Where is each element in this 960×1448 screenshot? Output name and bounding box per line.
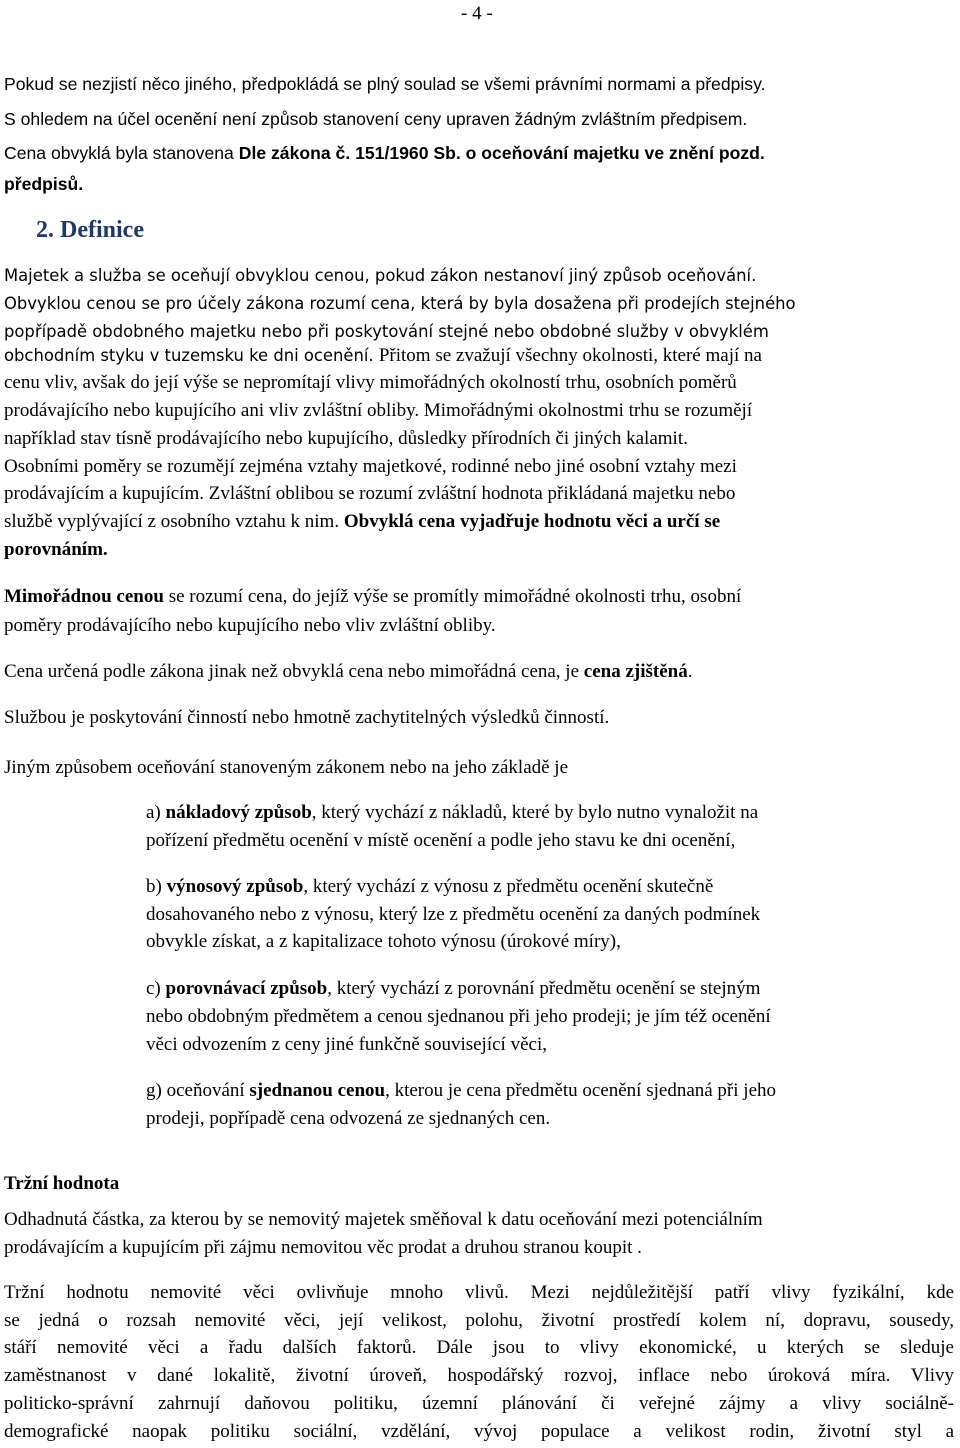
page-number: - 4 -: [461, 3, 493, 24]
vlivy-line-2: se jedná o rozsah nemovité věci, její velikost, polohu, životní prostředí kolem ní, dopravu, sousedy,: [4, 1310, 954, 1331]
vlivy-line-5: politicko-správní zahrnují daňovou politiku, územní plánování či veřejné zájmy a vlivy sociálně-: [4, 1393, 954, 1414]
vlivy-line-4: zaměstnanost v dané lokalitě, životní úroveň, hospodářský rozvoj, inflace nebo úroková míra. Vlivy: [4, 1365, 954, 1386]
trzni-hodnota-heading: Tržní hodnota: [4, 1173, 120, 1194]
zjistena-line: Cena určená podle zákona jinak než obvyklá cena nebo mimořádná cena, je cena zjištěná.: [4, 661, 693, 682]
definice-line-5: cenu vliv, avšak do její výše se nepromítají vlivy mimořádných okolností trhu, osobních poměrů: [4, 372, 737, 393]
intro-line-2: S ohledem na účel ocenění není způsob stanovení ceny upraven žádným zvláštním předpisem.: [4, 109, 748, 129]
method-a-line-1: a) nákladový způsob, který vychází z nákladů, které by bylo nutno vynaložit na: [146, 802, 759, 823]
method-c-line-2: nebo obdobným předmětem a cenou sjednanou při jeho prodeji; je jím též ocenění: [146, 1006, 771, 1027]
sluzba-line: Službou je poskytování činností nebo hmotně zachytitelných výsledků činností.: [4, 707, 610, 728]
intro-line-4: předpisů.: [4, 174, 84, 194]
trzni-line-1: Odhadnutá částka, za kterou by se nemovitý majetek směňoval k datu oceňování mezi potenciálním: [4, 1209, 763, 1230]
mimoradna-line-2: poměry prodávajícího nebo kupujícího nebo vliv zvláštní obliby.: [4, 615, 496, 636]
definice-line-9: prodávajícím a kupujícím. Zvláštní oblibou se rozumí zvláštní hodnota přikládaná majetku nebo: [4, 483, 736, 504]
intro-line-1: Pokud se nezjistí něco jiného, předpokládá se plný soulad se všemi právními normami a předpisy.: [4, 74, 766, 94]
method-b-line-3: obvykle získat, a z kapitalizace tohoto výnosu (úrokové míry),: [146, 931, 621, 952]
trzni-line-2: prodávajícím a kupujícím při zájmu nemovitou věc prodat a druhou stranou koupit .: [4, 1237, 642, 1258]
mimoradna-line-1: Mimořádnou cenou se rozumí cena, do jejíž výše se promítly mimořádné okolnosti trhu, osobní: [4, 586, 742, 607]
method-b-line-2: dosahovaného nebo z výnosu, který lze z předmětu ocenění za daných podmínek: [146, 904, 761, 925]
jinym-line: Jiným způsobem oceňování stanoveným zákonem nebo na jeho základě je: [4, 757, 569, 778]
method-g-line-2: prodeji, popřípadě cena odvozená ze sjednaných cen.: [146, 1108, 551, 1129]
definice-line-11: porovnáním.: [4, 539, 108, 560]
vlivy-line-1: Tržní hodnotu nemovité věci ovlivňuje mnoho vlivů. Mezi nejdůležitější patří vlivy fyzikální, kde: [4, 1282, 954, 1303]
intro-line-3: Cena obvyklá byla stanovena Dle zákona č. 151/1960 Sb. o oceňování majetku ve znění pozd.: [4, 143, 765, 163]
vlivy-line-6: demografické naopak politiku sociální, vzdělání, vývoj populace a velikost rodin, životní styl a: [4, 1421, 954, 1442]
method-a-line-2: pořízení předmětu ocenění v místě ocenění a podle jeho stavu ke dni ocenění,: [146, 830, 736, 851]
method-b-line-1: b) výnosový způsob, který vychází z výnosu z předmětu ocenění skutečně: [146, 876, 714, 897]
section-heading-definice: 2. Definice: [36, 217, 144, 243]
definice-line-6: prodávajícího nebo kupujícího ani vliv zvláštní obliby. Mimořádnými okolnostmi trhu se rozumějí: [4, 400, 753, 421]
definice-line-2: Obvyklou cenou se pro účely zákona rozumí cena, která by byla dosažena při prodejích stejného: [4, 294, 796, 313]
definice-line-1: Majetek a služba se oceňují obvyklou cenou, pokud zákon nestanoví jiný způsob oceňování.: [4, 266, 757, 285]
definice-line-3: popřípadě obdobného majetku nebo při poskytování stejné nebo obdobné služby v obvyklém: [4, 322, 769, 341]
definice-line-10: službě vyplývající z osobního vztahu k nim. Obvyklá cena vyjadřuje hodnotu věci a určí se: [4, 511, 721, 532]
method-c-line-3: věci odvozením z ceny jiné funkčně související věci,: [146, 1034, 547, 1055]
definice-line-7: například stav tísně prodávajícího nebo kupujícího, důsledky přírodních či jiných kalamit.: [4, 428, 688, 449]
method-g-line-1: g) oceňování sjednanou cenou, kterou je cena předmětu ocenění sjednaná při jeho: [146, 1080, 776, 1101]
vlivy-line-3: stáří nemovité věci a řadu dalších faktorů. Dále jsou to vlivy ekonomické, u kterých se sleduje: [4, 1337, 954, 1358]
definice-line-8: Osobními poměry se rozumějí zejména vztahy majetkové, rodinné nebo jiné osobní vztahy mezi: [4, 456, 737, 477]
definice-line-4: obchodním styku v tuzemsku ke dni ocenění. Přitom se zvažují všechny okolnosti, které mají na: [4, 345, 762, 366]
method-c-line-1: c) porovnávací způsob, který vychází z porovnání předmětu ocenění se stejným: [146, 978, 761, 999]
